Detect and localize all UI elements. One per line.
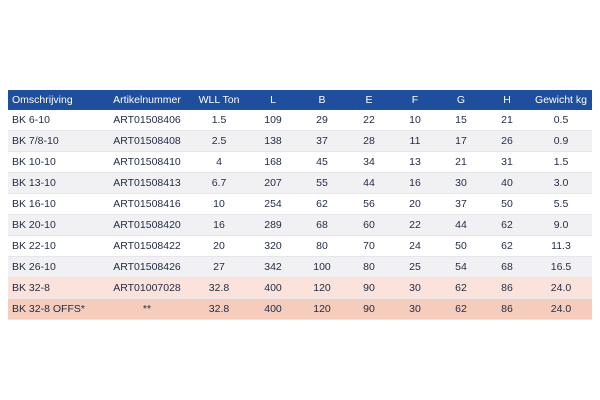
- cell-h: 86: [484, 299, 530, 320]
- table-row: [8, 299, 592, 320]
- table-row: [8, 278, 592, 299]
- cell-h: 62: [484, 236, 530, 257]
- cell-f: 25: [392, 257, 438, 278]
- header-artikelnummer: Artikelnummer: [104, 90, 190, 110]
- cell-g: 44: [438, 215, 484, 236]
- cell-b: 100: [298, 257, 346, 278]
- header-gewicht-kg: Gewicht kg: [530, 90, 592, 110]
- cell-l: 207: [248, 173, 298, 194]
- cell-wll: 32.8: [190, 299, 248, 320]
- cell-f: 16: [392, 173, 438, 194]
- cell-b: 120: [298, 299, 346, 320]
- header-f: F: [392, 90, 438, 110]
- cell-wll: 27: [190, 257, 248, 278]
- cell-gewicht: 11.3: [530, 236, 592, 257]
- cell-e: 90: [346, 299, 392, 320]
- cell-b: 29: [298, 110, 346, 131]
- cell-wll: 2.5: [190, 131, 248, 152]
- header-g: G: [438, 90, 484, 110]
- cell-b: 80: [298, 236, 346, 257]
- cell-g: 62: [438, 278, 484, 299]
- table-row: [8, 152, 592, 173]
- cell-omschrijving: BK 13-10: [8, 173, 104, 194]
- cell-l: 168: [248, 152, 298, 173]
- cell-omschrijving: BK 32-8: [8, 278, 104, 299]
- cell-h: 68: [484, 257, 530, 278]
- cell-e: 60: [346, 215, 392, 236]
- cell-wll: 10: [190, 194, 248, 215]
- cell-b: 68: [298, 215, 346, 236]
- cell-gewicht: 24.0: [530, 278, 592, 299]
- cell-h: 40: [484, 173, 530, 194]
- cell-omschrijving: BK 26-10: [8, 257, 104, 278]
- table-row: [8, 110, 592, 131]
- table-row: [8, 131, 592, 152]
- cell-omschrijving: BK 22-10: [8, 236, 104, 257]
- cell-g: 21: [438, 152, 484, 173]
- cell-artikelnummer: ART01508420: [104, 215, 190, 236]
- cell-gewicht: 0.9: [530, 131, 592, 152]
- header-e: E: [346, 90, 392, 110]
- cell-f: 10: [392, 110, 438, 131]
- cell-f: 22: [392, 215, 438, 236]
- cell-artikelnummer: **: [104, 299, 190, 320]
- header-wll-ton: WLL Ton: [190, 90, 248, 110]
- cell-g: 17: [438, 131, 484, 152]
- cell-f: 30: [392, 299, 438, 320]
- cell-g: 50: [438, 236, 484, 257]
- table-row: [8, 236, 592, 257]
- cell-artikelnummer: ART01508416: [104, 194, 190, 215]
- cell-h: 62: [484, 215, 530, 236]
- cell-g: 37: [438, 194, 484, 215]
- cell-b: 120: [298, 278, 346, 299]
- cell-artikelnummer: ART01508408: [104, 131, 190, 152]
- cell-omschrijving: BK 6-10: [8, 110, 104, 131]
- cell-e: 80: [346, 257, 392, 278]
- cell-wll: 32.8: [190, 278, 248, 299]
- cell-g: 30: [438, 173, 484, 194]
- cell-omschrijving: BK 10-10: [8, 152, 104, 173]
- cell-h: 31: [484, 152, 530, 173]
- cell-l: 400: [248, 278, 298, 299]
- cell-artikelnummer: ART01508406: [104, 110, 190, 131]
- cell-g: 62: [438, 299, 484, 320]
- cell-gewicht: 9.0: [530, 215, 592, 236]
- cell-l: 138: [248, 131, 298, 152]
- cell-e: 70: [346, 236, 392, 257]
- cell-omschrijving: BK 20-10: [8, 215, 104, 236]
- cell-e: 22: [346, 110, 392, 131]
- cell-artikelnummer: ART01508413: [104, 173, 190, 194]
- cell-l: 342: [248, 257, 298, 278]
- cell-l: 400: [248, 299, 298, 320]
- cell-g: 15: [438, 110, 484, 131]
- cell-b: 37: [298, 131, 346, 152]
- cell-e: 56: [346, 194, 392, 215]
- cell-e: 28: [346, 131, 392, 152]
- cell-e: 90: [346, 278, 392, 299]
- table-row: [8, 194, 592, 215]
- cell-f: 20: [392, 194, 438, 215]
- cell-h: 21: [484, 110, 530, 131]
- cell-wll: 20: [190, 236, 248, 257]
- table-row: [8, 257, 592, 278]
- cell-omschrijving: BK 32-8 OFFS*: [8, 299, 104, 320]
- cell-f: 11: [392, 131, 438, 152]
- cell-wll: 16: [190, 215, 248, 236]
- table-row: [8, 173, 592, 194]
- cell-gewicht: 24.0: [530, 299, 592, 320]
- table-row: [8, 215, 592, 236]
- header-h: H: [484, 90, 530, 110]
- cell-wll: 4: [190, 152, 248, 173]
- cell-l: 289: [248, 215, 298, 236]
- cell-h: 86: [484, 278, 530, 299]
- spec-table: [8, 90, 592, 320]
- cell-gewicht: 0.5: [530, 110, 592, 131]
- cell-artikelnummer: ART01508410: [104, 152, 190, 173]
- cell-b: 45: [298, 152, 346, 173]
- cell-b: 55: [298, 173, 346, 194]
- cell-b: 62: [298, 194, 346, 215]
- cell-wll: 1.5: [190, 110, 248, 131]
- cell-l: 109: [248, 110, 298, 131]
- cell-artikelnummer: ART01508426: [104, 257, 190, 278]
- header-omschrijving: Omschrijving: [8, 90, 104, 110]
- cell-l: 254: [248, 194, 298, 215]
- cell-g: 54: [438, 257, 484, 278]
- header-l: L: [248, 90, 298, 110]
- cell-gewicht: 5.5: [530, 194, 592, 215]
- cell-f: 24: [392, 236, 438, 257]
- cell-wll: 6.7: [190, 173, 248, 194]
- cell-f: 30: [392, 278, 438, 299]
- cell-omschrijving: BK 16-10: [8, 194, 104, 215]
- header-row: [8, 90, 592, 110]
- cell-e: 34: [346, 152, 392, 173]
- cell-e: 44: [346, 173, 392, 194]
- cell-omschrijving: BK 7/8-10: [8, 131, 104, 152]
- cell-artikelnummer: ART01508422: [104, 236, 190, 257]
- cell-gewicht: 16.5: [530, 257, 592, 278]
- cell-gewicht: 1.5: [530, 152, 592, 173]
- cell-f: 13: [392, 152, 438, 173]
- cell-gewicht: 3.0: [530, 173, 592, 194]
- cell-h: 50: [484, 194, 530, 215]
- cell-artikelnummer: ART01007028: [104, 278, 190, 299]
- header-b: B: [298, 90, 346, 110]
- cell-h: 26: [484, 131, 530, 152]
- cell-l: 320: [248, 236, 298, 257]
